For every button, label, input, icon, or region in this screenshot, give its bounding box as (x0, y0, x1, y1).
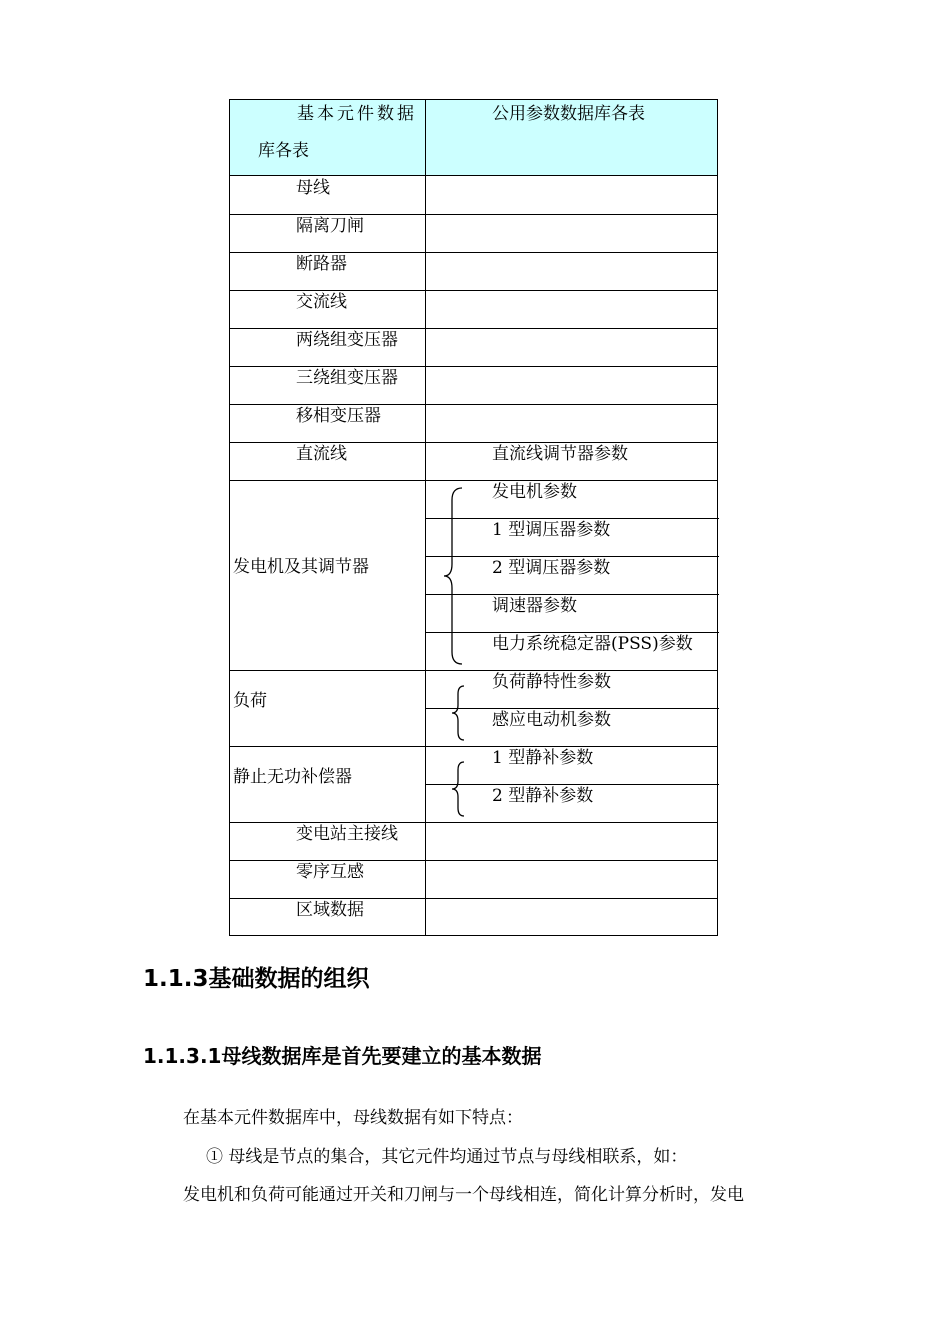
sub-row-divider (425, 594, 719, 595)
row-breaker: 断路器 (296, 254, 347, 274)
row-divider (230, 404, 717, 405)
header-right: 公用参数数据库各表 (492, 104, 645, 124)
row-divider (230, 898, 717, 899)
row-divider (230, 328, 717, 329)
component-table (229, 99, 718, 936)
row-divider (230, 442, 717, 443)
row-divider (230, 670, 717, 671)
row-divider (230, 214, 717, 215)
row-divider (230, 822, 717, 823)
sub-row-divider (425, 784, 719, 785)
paragraph: 发电机和负荷可能通过开关和刀闸与一个母线相连，简化计算分析时，发电 (183, 1185, 744, 1205)
type2-avr-params: 2 型调压器参数 (492, 558, 611, 578)
row-divider (230, 860, 717, 861)
row-ac-line: 交流线 (296, 292, 347, 312)
row-zero-seq-mutual: 零序互感 (296, 862, 364, 882)
brace-icon (450, 684, 466, 742)
row-divider (230, 480, 717, 481)
section-heading: 1.1.3基础数据的组织 (143, 966, 370, 992)
row-divider (230, 746, 717, 747)
pss-params: 电力系统稳定器(PSS)参数 (492, 634, 693, 654)
load-static-params: 负荷静特性参数 (492, 672, 611, 692)
type1-avr-params: 1 型调压器参数 (492, 520, 611, 540)
sub-row-divider (425, 632, 719, 633)
subsection-heading: 1.1.3.1母线数据库是首先要建立的基本数据 (143, 1044, 542, 1068)
table-header-row (230, 100, 717, 176)
sub-row-divider (425, 708, 719, 709)
row-divider (230, 366, 717, 367)
sub-row-divider (425, 556, 719, 557)
row-2w-transformer: 两绕组变压器 (296, 330, 398, 350)
row-dc-line-regulator: 直流线调节器参数 (492, 444, 628, 464)
generator-params: 发电机参数 (492, 482, 577, 502)
row-divider (230, 252, 717, 253)
induction-motor-params: 感应电动机参数 (492, 710, 611, 730)
row-area-data: 区域数据 (296, 900, 364, 920)
type1-svc-params: 1 型静补参数 (492, 748, 594, 768)
row-3w-transformer: 三绕组变压器 (296, 368, 398, 388)
row-substation-wiring: 变电站主接线 (296, 824, 398, 844)
paragraph: 在基本元件数据库中，母线数据有如下特点： (183, 1108, 523, 1128)
brace-icon (450, 760, 466, 818)
row-phase-shifter: 移相变压器 (296, 406, 381, 426)
header-left-line1: 基本元件数据 (297, 104, 417, 124)
type2-svc-params: 2 型静补参数 (492, 786, 594, 806)
brace-icon (442, 486, 464, 666)
governor-params: 调速器参数 (492, 596, 577, 616)
list-item: ① 母线是节点的集合，其它元件均通过节点与母线相联系，如： (206, 1147, 688, 1167)
group-svc: 静止无功补偿器 (233, 767, 352, 787)
row-divider (230, 290, 717, 291)
header-left-line2: 库各表 (258, 141, 309, 161)
row-dc-line: 直流线 (296, 444, 347, 464)
row-bus: 母线 (296, 178, 330, 198)
group-generator: 发电机及其调节器 (233, 557, 369, 577)
row-isolator: 隔离刀闸 (296, 216, 364, 236)
sub-row-divider (425, 518, 719, 519)
group-load: 负荷 (233, 691, 267, 711)
